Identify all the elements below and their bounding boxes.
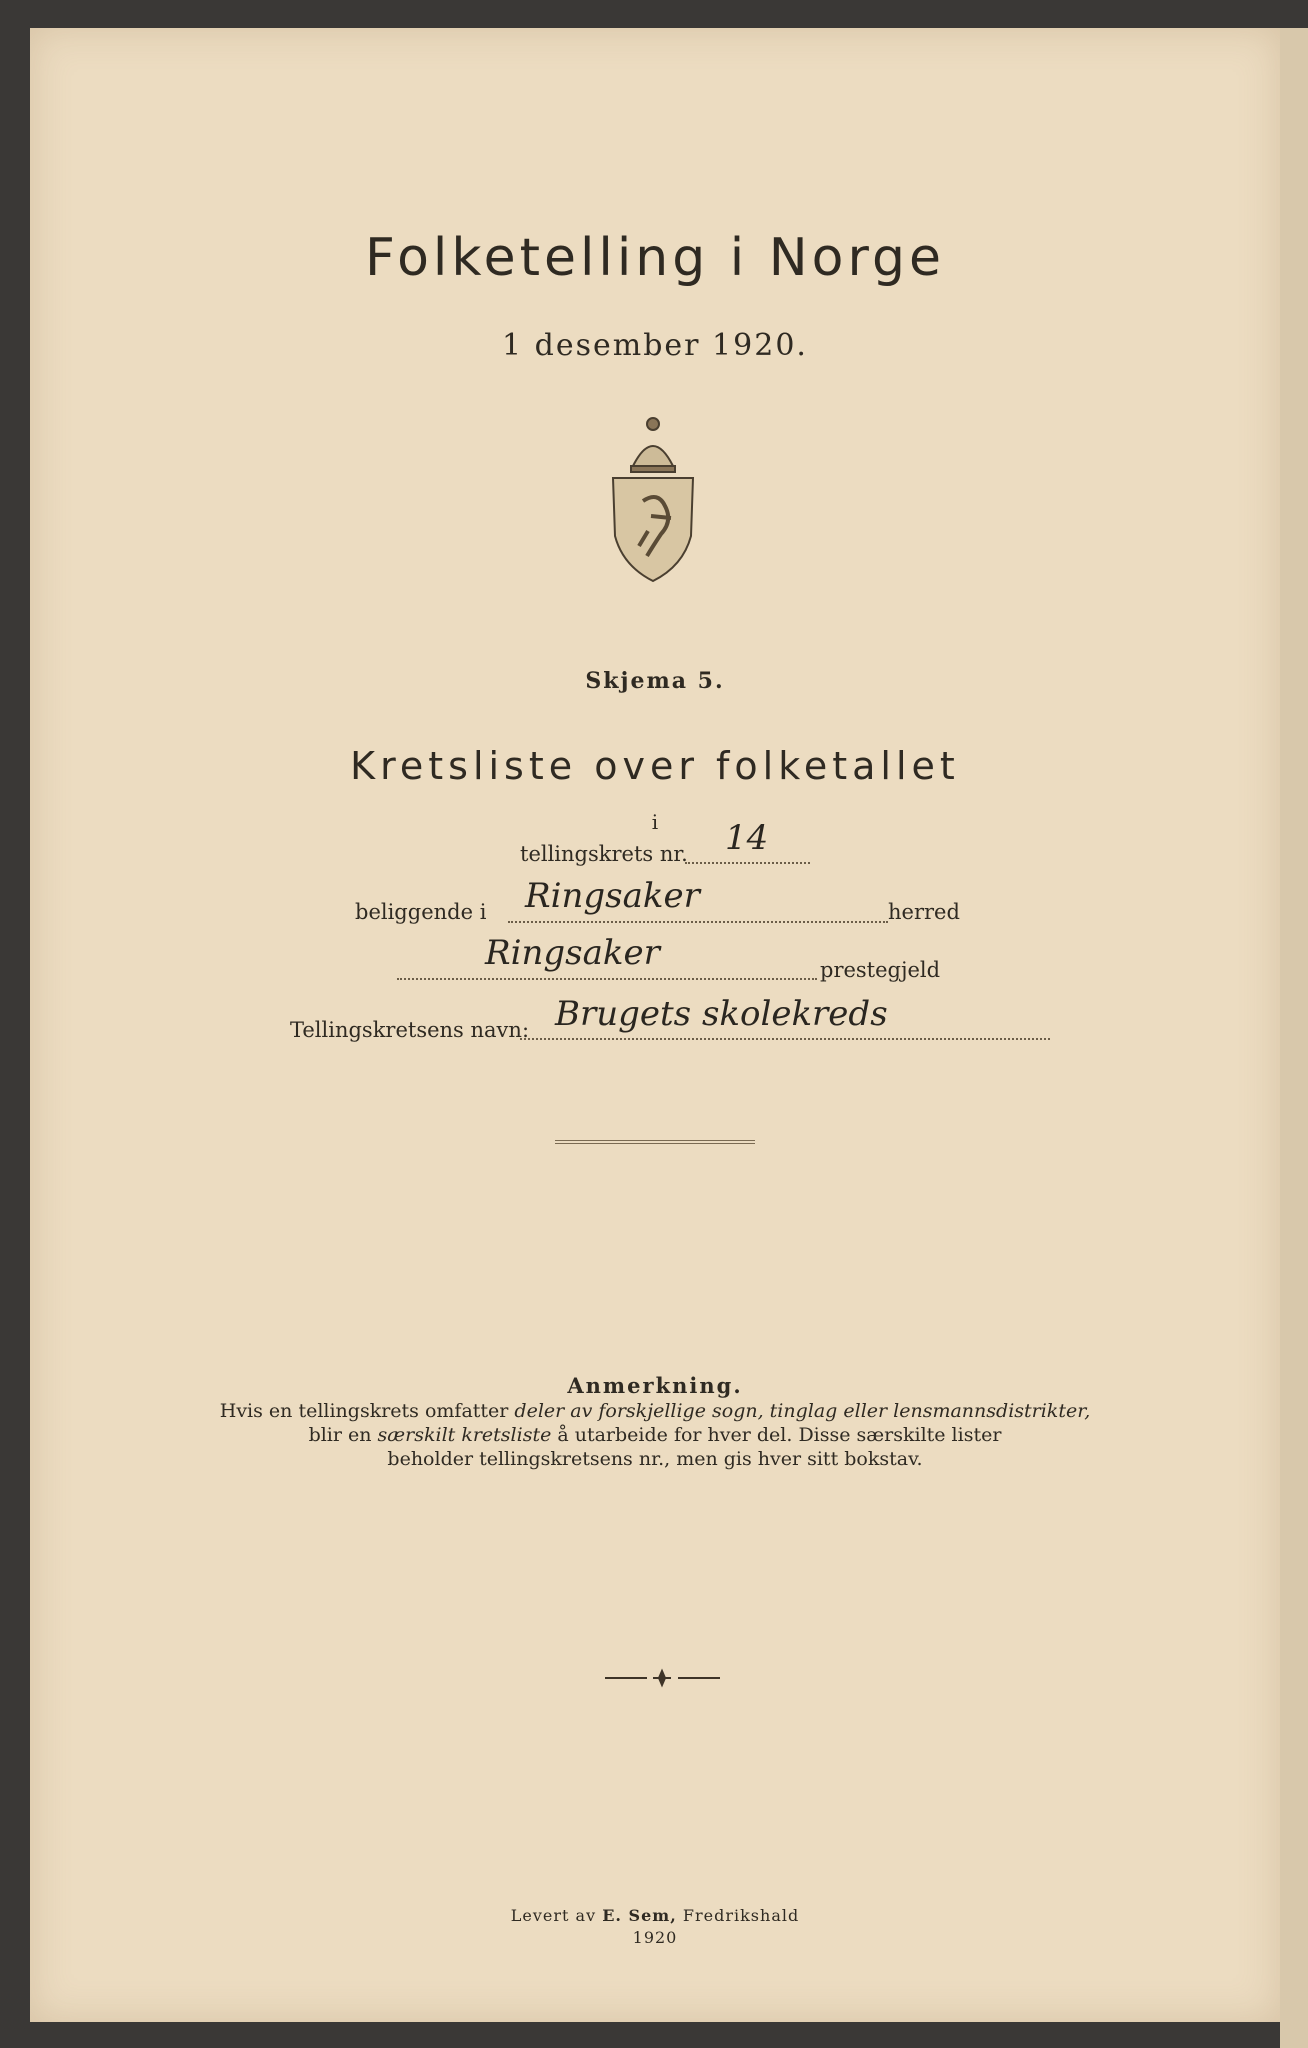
schema-number: Skjema 5. [585,668,725,694]
prestegjeld-line [397,978,817,980]
printer-credit [30,1906,1280,1925]
krets-number-value: 14 [725,818,769,858]
note-line-2-end: å utarbeide for hver del. Disse særskilte lister [551,1424,1002,1446]
form-title: Folketelling i Norge [365,228,945,288]
note-line-1-text: Hvis en tellingskrets omfatter [219,1400,515,1422]
note-line-2-italic: særskilt kretsliste [377,1424,552,1446]
note-line-2-start: blir en [308,1424,378,1446]
krets-name-line [520,1038,1050,1040]
printer-name: E. Sem, [602,1906,677,1925]
herred-value: Ringsaker [525,876,700,916]
note-line-1 [30,1400,1280,1422]
ornament-divider-icon [605,1668,720,1688]
printer-year: 1920 [632,1928,678,1947]
divider-rule [555,1140,755,1144]
printer-prefix: Levert av [510,1906,603,1925]
krets-name-value: Brugets skolekreds [555,994,888,1034]
note-title: Anmerkning. [567,1373,743,1398]
prestegjeld-suffix-label: prestegjeld [820,958,941,982]
note-line-2 [30,1424,1280,1446]
note-line-1-italic: deler av forskjellige sogn, tinglag eller lensmannsdistrikter, [514,1400,1091,1422]
krets-number-line [685,862,810,864]
printer-place: Fredrikshald [676,1906,800,1925]
herred-line [508,921,888,923]
prestegjeld-value: Ringsaker [485,933,660,973]
form-date: 1 desember 1920. [502,328,808,363]
heading-connector: i [651,810,659,834]
herred-suffix-label: herred [888,900,960,924]
note-line-3: beholder tellingskretsens nr., men gis hver sitt bokstav. [387,1448,923,1470]
krets-name-label: Tellingskretsens navn: [290,1018,530,1042]
norwegian-coat-of-arms-icon [603,406,703,586]
page-edge [1280,28,1308,2048]
census-form-page [30,28,1280,2022]
krets-number-label: tellingskrets nr. [520,842,688,866]
herred-prefix-label: beliggende i [355,900,487,924]
form-heading: Kretsliste over folketallet [350,744,960,788]
